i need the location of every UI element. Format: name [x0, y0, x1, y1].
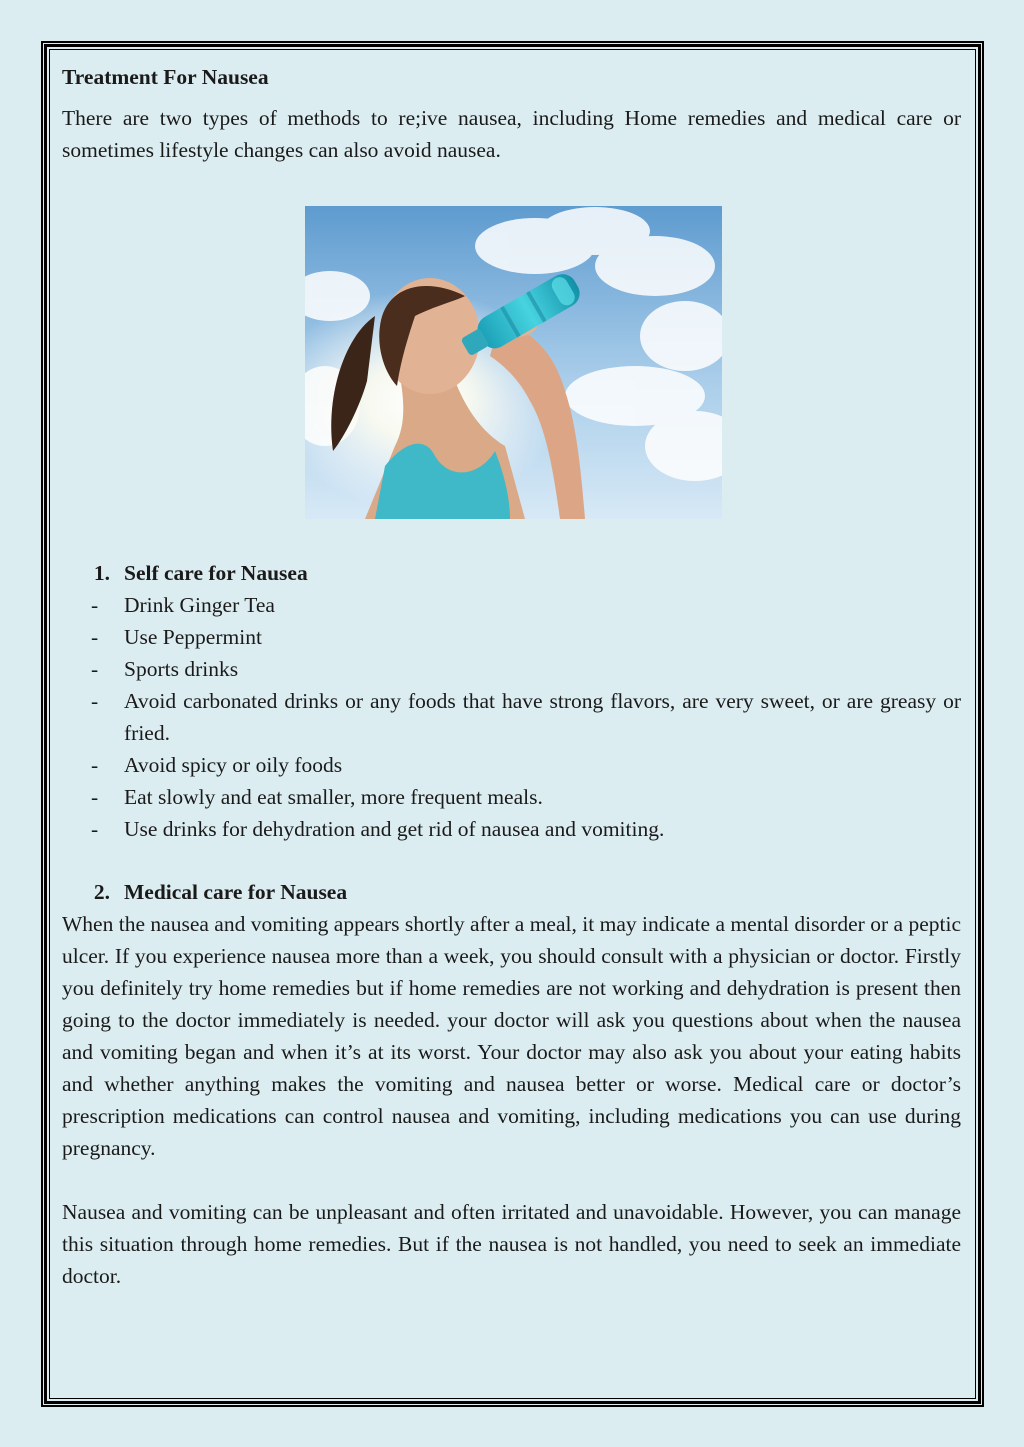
section-self-care-heading	[62, 557, 961, 589]
medical-care-paragraph: When the nausea and vomiting appears shortly after a meal, it may indicate a mental disorder or a peptic ulcer. If you experience nausea more than a week, you should consult with a physician or doctor. Firstly you definitely try home remedies but if home remedies are not working and dehydration is present then going to the doctor immediately is needed. your doctor will ask you questions about when the nausea and vomiting began and when it’s at its worst. Your doctor may also ask you about your eating habits and whether anything makes the vomiting and nausea better or worse. Medical care or doctor’s prescription medications can control nausea and vomiting, including medications you can use during pregnancy.	[62, 912, 961, 1160]
list-item: - Sports drinks	[91, 657, 239, 681]
list-item: - Eat slowly and eat smaller, more frequent meals.	[91, 785, 543, 809]
self-care-list	[62, 589, 961, 845]
list-item: - Use drinks for dehydration and get rid of nausea and vomiting.	[91, 817, 665, 841]
section-medical-care-heading	[62, 876, 961, 908]
section-number: 2.	[93, 880, 110, 904]
list-item: - Use Peppermint	[91, 625, 262, 649]
page-title: Treatment For Nausea	[62, 65, 269, 89]
section-title: Medical care for Nausea	[124, 880, 348, 904]
section-number: 1.	[93, 561, 110, 585]
list-item: - Avoid spicy or oily foods	[91, 753, 343, 777]
conclusion-paragraph: Nausea and vomiting can be unpleasant and often irritated and unavoidable. However, you can manage this situation through home remedies. But if the nausea is not handled, you need to seek an immediate doctor.	[62, 1200, 961, 1288]
hero-image	[305, 206, 722, 519]
woman-drinking-water-photo-icon	[305, 206, 722, 519]
list-item: - Drink Ginger Tea	[91, 593, 275, 617]
section-title: Self care for Nausea	[124, 561, 308, 585]
document-body	[62, 62, 961, 1292]
list-item: - Avoid carbonated drinks or any foods that have strong flavors, are very sweet, or are greasy or fried.	[91, 689, 961, 745]
intro-paragraph: There are two types of methods to re;ive nausea, including Home remedies and medical care or sometimes lifestyle changes can also avoid nausea.	[62, 106, 961, 162]
